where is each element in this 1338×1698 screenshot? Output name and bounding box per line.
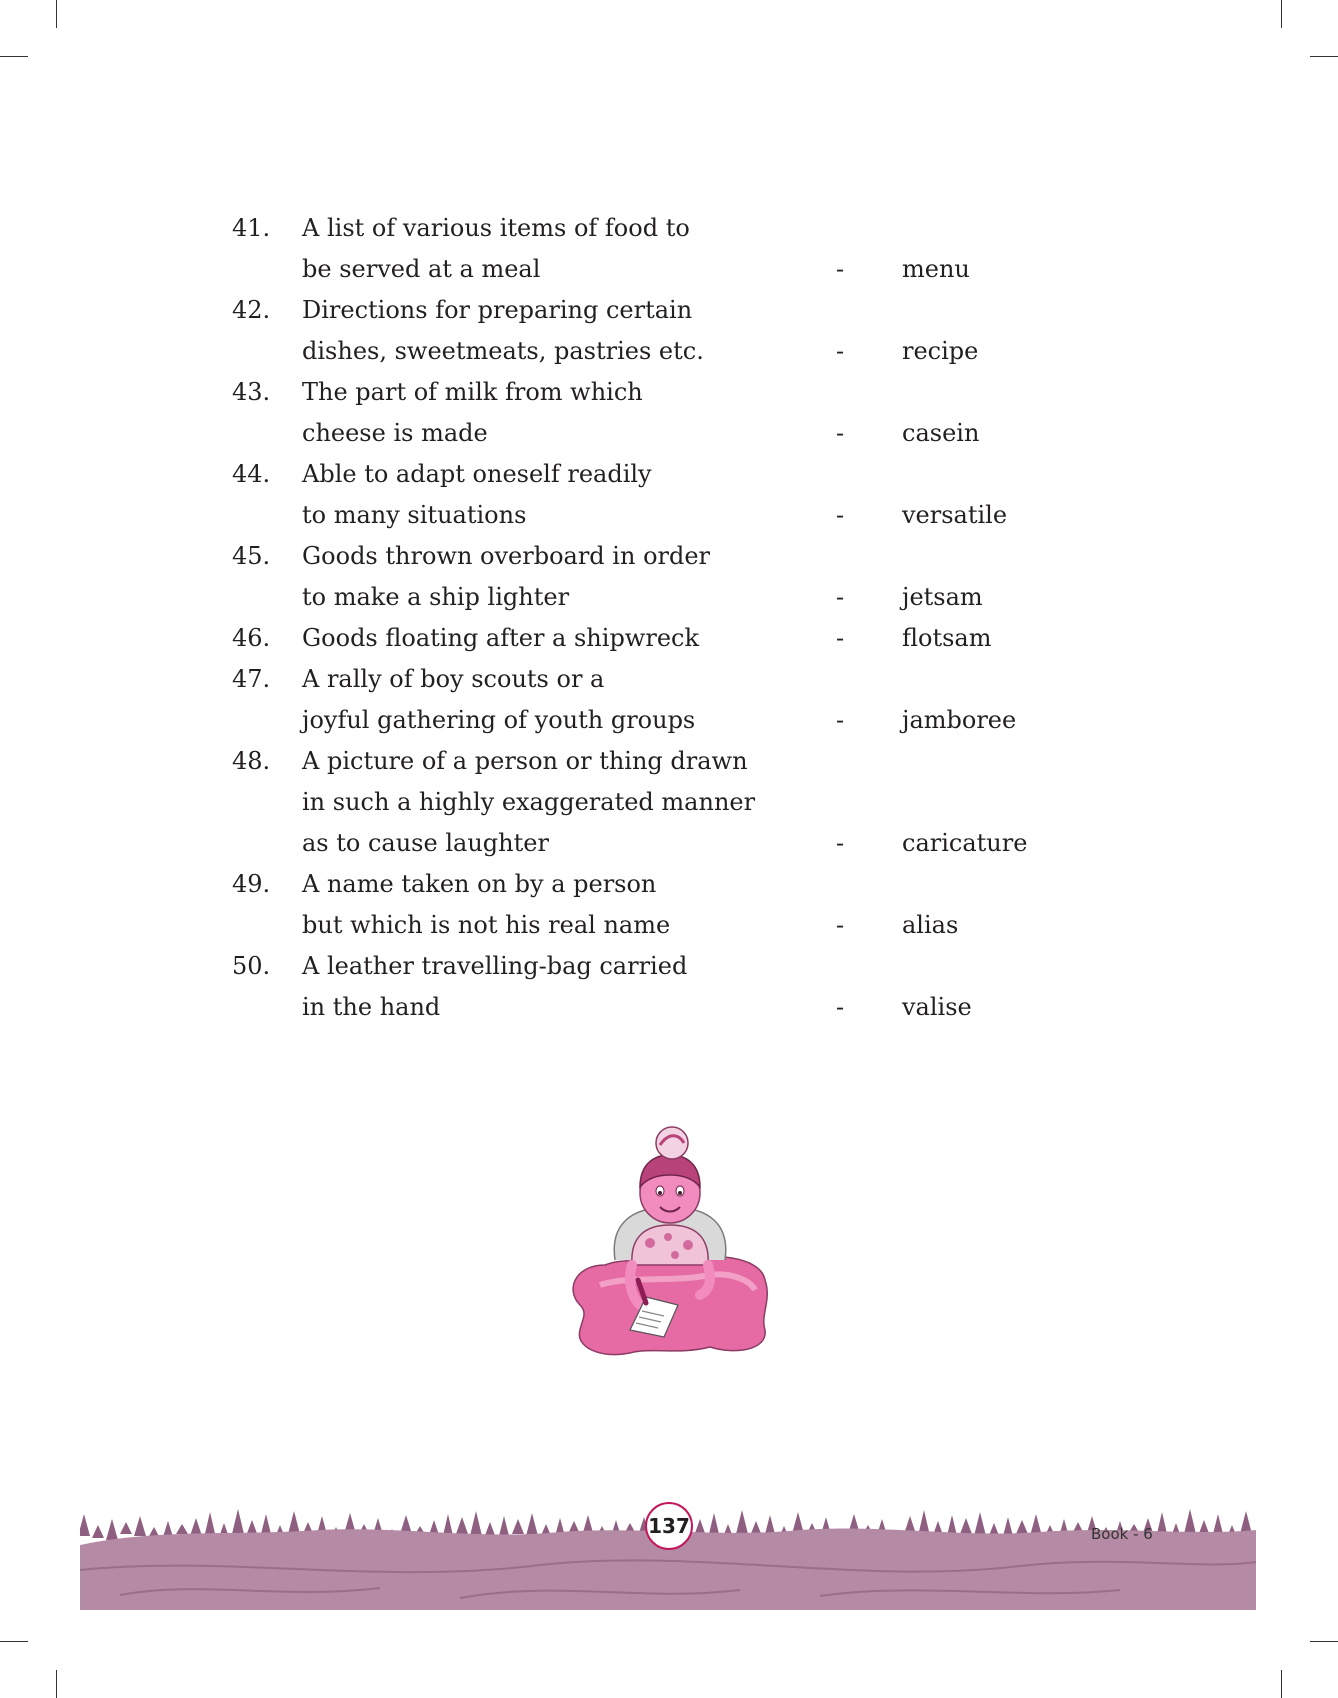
entry-answer: jamboree <box>902 706 1017 734</box>
entry-number: 45. <box>232 542 271 570</box>
entry-definition: The part of milk from which <box>302 378 643 406</box>
entry-line <box>232 208 1092 249</box>
list-item <box>232 946 1092 1028</box>
entry-line <box>232 536 1092 577</box>
entry-separator: - <box>836 337 845 365</box>
entry-number: 50. <box>232 952 271 980</box>
entry-separator: - <box>836 706 845 734</box>
tree-shape <box>512 1519 524 1534</box>
entry-line <box>232 618 1092 659</box>
tree-shape <box>80 1514 90 1536</box>
tree-shape <box>232 1509 244 1534</box>
entry-definition: A list of various items of food to <box>302 214 690 242</box>
entry-definition: A leather travelling-bag carried <box>302 952 688 980</box>
entry-definition: be served at a meal <box>302 255 541 283</box>
entry-line <box>232 905 1092 946</box>
tree-shape <box>960 1518 972 1534</box>
list-item <box>232 290 1092 372</box>
entry-number: 42. <box>232 296 271 324</box>
tree-shape <box>1184 1509 1196 1534</box>
tree-shape <box>974 1512 986 1536</box>
entry-separator: - <box>836 993 845 1021</box>
entry-line <box>232 249 1092 290</box>
entry-line <box>232 987 1092 1028</box>
entry-line <box>232 782 1092 823</box>
entry-line <box>232 577 1092 618</box>
entry-answer: jetsam <box>902 583 983 611</box>
entry-number: 49. <box>232 870 271 898</box>
entry-line <box>232 413 1092 454</box>
entry-definition: to make a ship lighter <box>302 583 570 611</box>
tree-shape <box>92 1525 104 1538</box>
crop-mark <box>0 1641 28 1642</box>
entry-line <box>232 331 1092 372</box>
page-number: 137 <box>645 1502 693 1550</box>
crop-mark <box>56 0 57 28</box>
entry-answer: flotsam <box>902 624 992 652</box>
crop-mark <box>1281 1670 1282 1698</box>
tree-shape <box>120 1522 132 1534</box>
tree-shape <box>176 1524 188 1534</box>
entry-separator: - <box>836 501 845 529</box>
entry-number: 44. <box>232 460 271 488</box>
entry-line <box>232 700 1092 741</box>
entry-number: 48. <box>232 747 271 775</box>
entry-definition: dishes, sweetmeats, pastries etc. <box>302 337 704 365</box>
crop-mark <box>1310 1641 1338 1642</box>
entry-line <box>232 454 1092 495</box>
entry-definition: in such a highly exaggerated manner <box>302 788 756 816</box>
entry-answer: versatile <box>902 501 1008 529</box>
entry-answer: alias <box>902 911 959 939</box>
entry-line <box>232 495 1092 536</box>
entry-definition: A name taken on by a person <box>302 870 657 898</box>
entry-line <box>232 659 1092 700</box>
entry-separator: - <box>836 255 845 283</box>
tree-shape <box>456 1517 468 1534</box>
list-item <box>232 454 1092 536</box>
tree-shape <box>526 1513 538 1536</box>
word-list <box>232 208 1092 1028</box>
entry-number: 46. <box>232 624 271 652</box>
list-item <box>232 618 1092 659</box>
book-label: Book - 6 <box>1091 1525 1153 1543</box>
entry-definition: Directions for preparing certain <box>302 296 693 324</box>
entry-line <box>232 290 1092 331</box>
crop-mark <box>56 1670 57 1698</box>
entry-line <box>232 946 1092 987</box>
entry-definition: Goods floating after a shipwreck <box>302 624 700 652</box>
entry-answer: menu <box>902 255 970 283</box>
entry-definition: A picture of a person or thing drawn <box>302 747 748 775</box>
entry-separator: - <box>836 829 845 857</box>
entry-definition: as to cause laughter <box>302 829 549 857</box>
entry-definition: to many situations <box>302 501 527 529</box>
entry-number: 47. <box>232 665 271 693</box>
entry-number: 41. <box>232 214 271 242</box>
tree-shape <box>288 1511 300 1534</box>
entry-separator: - <box>836 419 845 447</box>
tree-shape <box>470 1511 482 1536</box>
list-item <box>232 536 1092 618</box>
tree-shape <box>134 1516 146 1536</box>
entry-definition: Able to adapt oneself readily <box>302 460 652 488</box>
entry-definition: cheese is made <box>302 419 488 447</box>
entry-answer: recipe <box>902 337 979 365</box>
entry-line <box>232 864 1092 905</box>
entry-separator: - <box>836 624 845 652</box>
entry-definition: joyful gathering of youth groups <box>302 706 696 734</box>
list-item <box>232 741 1092 864</box>
entry-definition: but which is not his real name <box>302 911 671 939</box>
crop-mark <box>1281 0 1282 28</box>
entry-definition: in the hand <box>302 993 441 1021</box>
list-item <box>232 208 1092 290</box>
girl-writing-illustration <box>560 1115 780 1375</box>
tree-shape <box>736 1510 748 1534</box>
entry-definition: Goods thrown overboard in order <box>302 542 711 570</box>
entry-answer: caricature <box>902 829 1028 857</box>
list-item <box>232 659 1092 741</box>
entry-separator: - <box>836 911 845 939</box>
list-item <box>232 864 1092 946</box>
entry-line <box>232 741 1092 782</box>
crop-mark <box>1310 56 1338 57</box>
tree-shape <box>106 1519 118 1540</box>
tree-shape <box>1016 1520 1028 1534</box>
crop-mark <box>0 56 28 57</box>
entry-answer: valise <box>902 993 972 1021</box>
entry-definition: A rally of boy scouts or a <box>302 665 605 693</box>
entry-line <box>232 372 1092 413</box>
entry-number: 43. <box>232 378 271 406</box>
entry-answer: casein <box>902 419 980 447</box>
entry-separator: - <box>836 583 845 611</box>
list-item <box>232 372 1092 454</box>
tree-shape <box>190 1518 202 1536</box>
entry-line <box>232 823 1092 864</box>
